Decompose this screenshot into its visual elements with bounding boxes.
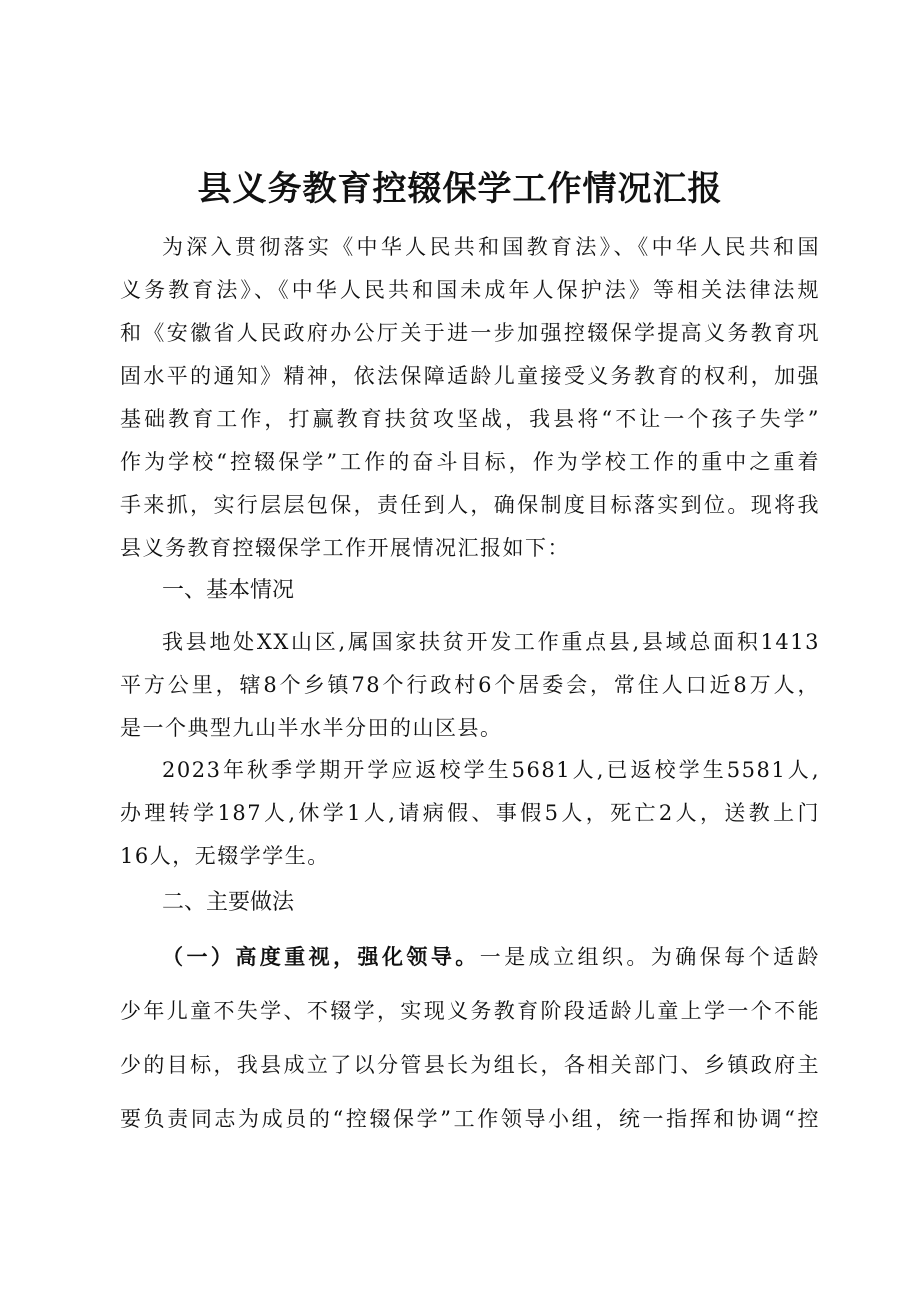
lead-text: 一是成立组织。为确保每个适龄 <box>479 945 820 969</box>
text-line: 16人，无辍学学生。 <box>120 844 330 868</box>
text-line: 要负责同志为成员的“控辍保学”工作领导小组，统一指挥和协调“控 <box>120 1107 820 1131</box>
text-line: 手来抓，实行层层包保，责任到人，确保制度目标落实到位。现将我 <box>120 493 820 517</box>
subheading-bold: （一）高度重视，强化领导。 <box>162 944 480 969</box>
text-line: 和《安徽省人民政府办公厅关于进一步加强控辍保学提高义务教育巩 <box>120 321 820 345</box>
text-line: 办理转学187人,休学1人,请病假、事假5人，死亡2人，送教上门 <box>120 801 820 825</box>
text-line: 平方公里，辖8个乡镇78个行政村6个居委会，常住人口近8万人， <box>120 673 820 697</box>
section-heading-2 <box>120 880 820 926</box>
text-line: 固水平的通知》精神，依法保障适龄儿童接受义务教育的权利，加强 <box>120 364 820 388</box>
basic-info-paragraph <box>120 621 820 750</box>
text-line: 义务教育法》、《中华人民共和国未成年人保护法》等相关法律法规 <box>120 278 820 302</box>
text-line: 少年儿童不失学、不辍学，实现义务教育阶段适龄儿童上学一个不能 <box>120 999 820 1023</box>
text-line: 我县地处XX山区,属国家扶贫开发工作重点县,县域总面积1413 <box>162 630 820 654</box>
text-line <box>120 930 820 984</box>
section-heading-1 <box>120 568 820 614</box>
text-line: 为深入贯彻落实《中华人民共和国教育法》、《中华人民共和国 <box>162 235 820 259</box>
main-measures-paragraph <box>120 930 820 1146</box>
text-line: 县义务教育控辍保学工作开展情况汇报如下： <box>120 536 570 560</box>
document-title: 县义务教育控辍保学工作情况汇报 <box>197 169 723 209</box>
text-line: 作为学校“控辍保学”工作的奋斗目标，作为学校工作的重中之重着 <box>120 450 820 474</box>
intro-paragraph <box>120 226 820 570</box>
section-heading-text: 一、基本情况 <box>162 578 295 603</box>
text-line: 基础教育工作，打赢教育扶贫攻坚战，我县将“不让一个孩子失学” <box>120 407 820 431</box>
text-line: 2023年秋季学期开学应返校学生5681人,已返校学生5581人, <box>162 758 820 782</box>
text-line: 是一个典型九山半水半分田的山区县。 <box>120 716 503 740</box>
student-stats-paragraph <box>120 749 820 878</box>
text-line: 少的目标，我县成立了以分管县长为组长，各相关部门、乡镇政府主 <box>120 1053 820 1077</box>
section-heading-text: 二、主要做法 <box>162 890 295 915</box>
